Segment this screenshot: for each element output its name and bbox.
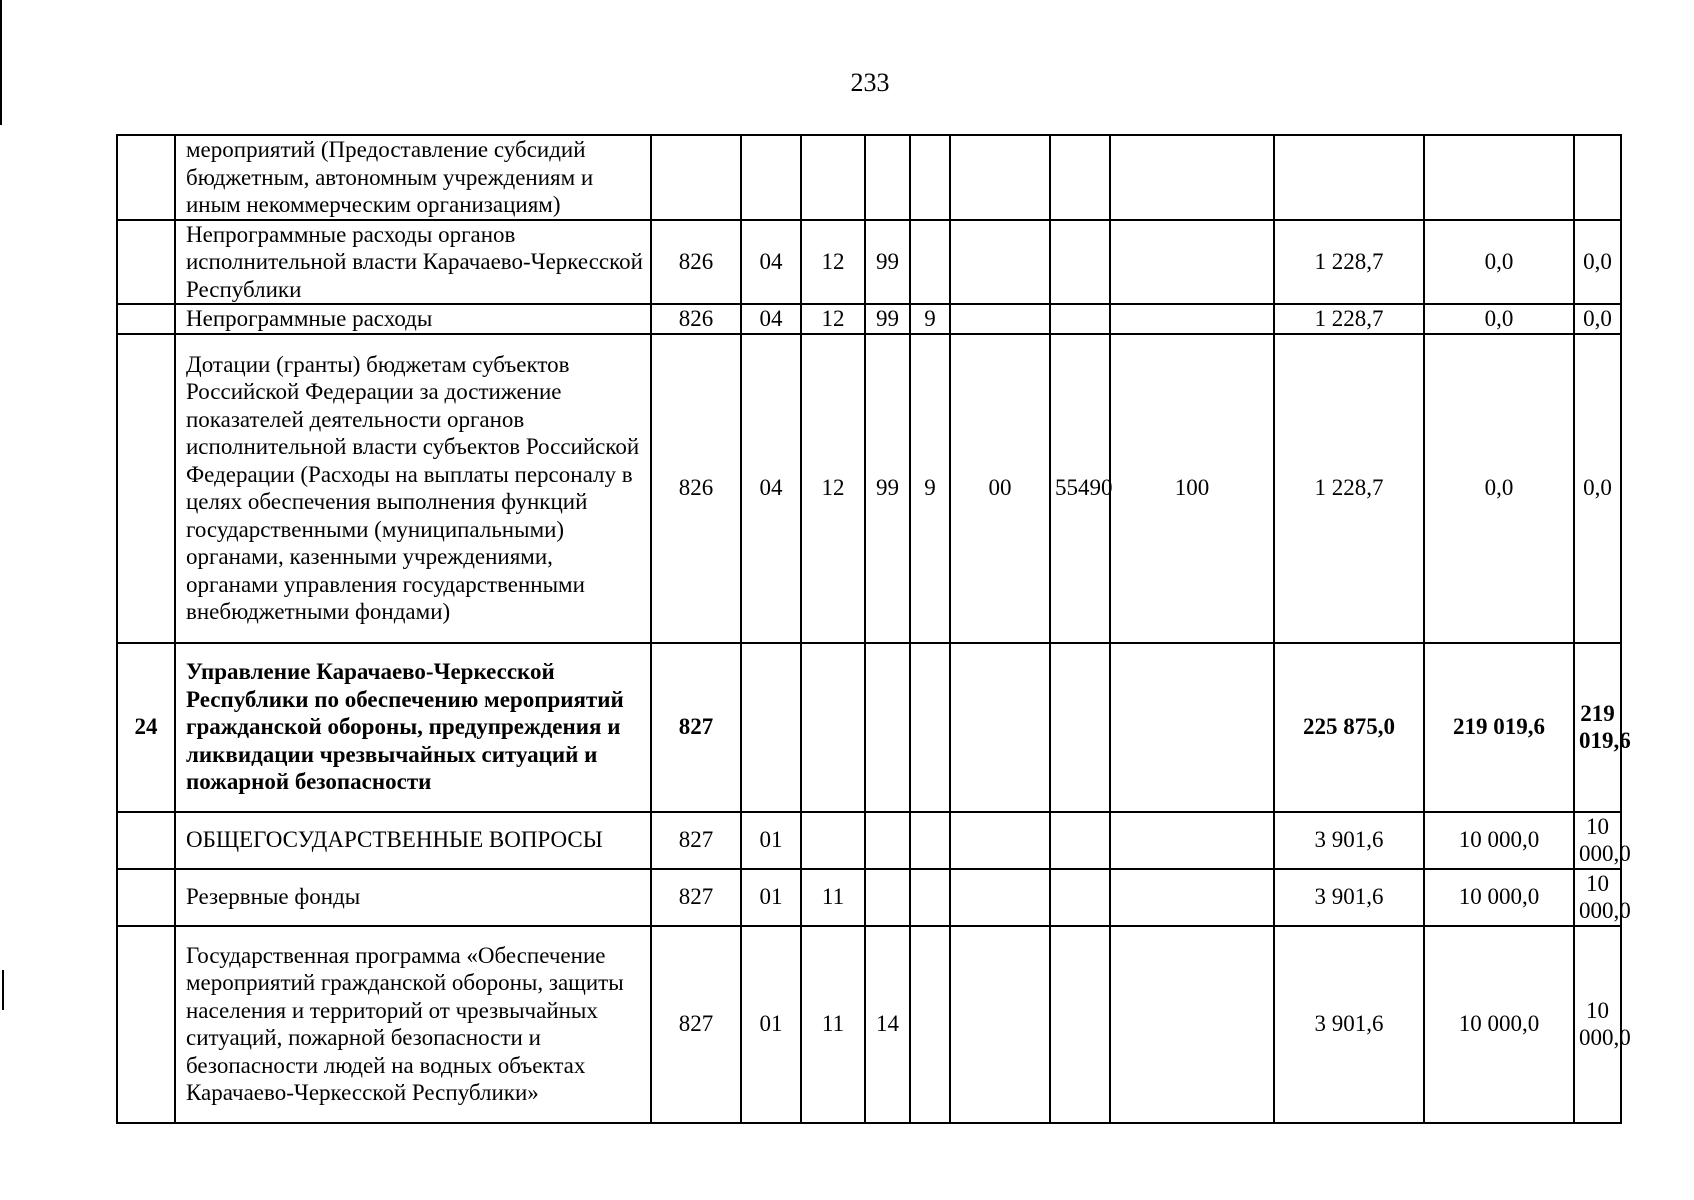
cell-section-code xyxy=(741,135,801,220)
cell-activity-code xyxy=(950,135,1050,220)
cell-amount-year-2 xyxy=(1424,135,1574,220)
cell-ministry-code: 827 xyxy=(651,926,741,1123)
cell-direction-code: 55490 xyxy=(1050,334,1110,643)
cell-direction-code xyxy=(1050,643,1110,812)
cell-activity-code xyxy=(950,926,1050,1123)
budget-table xyxy=(116,134,1631,1124)
table-row xyxy=(117,220,1621,305)
row-name: Управление Карачаево-Черкесской Республики по обеспечению мероприятий гражданской обороны, предупреждения и ликвидации чрезвычайных ситуаций и пожарной безопасности xyxy=(175,643,651,812)
cell-amount-year-1: 225 875,0 xyxy=(1274,643,1424,812)
cell-subsection-code: 11 xyxy=(801,926,865,1123)
table-row xyxy=(117,304,1621,334)
cell-program-code: 99 xyxy=(865,304,910,334)
cell-direction-code xyxy=(1050,220,1110,305)
cell-program-code: 99 xyxy=(865,334,910,643)
table-row xyxy=(117,334,1621,643)
row-name: Непрограммные расходы xyxy=(175,304,651,334)
row-number xyxy=(117,926,175,1123)
table-row xyxy=(117,643,1621,812)
cell-expense-type-code xyxy=(1110,812,1274,869)
cell-amount-year-1: 1 228,7 xyxy=(1274,304,1424,334)
cell-amount-year-3: 0,0 xyxy=(1574,334,1621,643)
cell-subprogram-code: 9 xyxy=(910,304,950,334)
cell-subsection-code: 12 xyxy=(801,334,865,643)
cell-amount-year-2: 0,0 xyxy=(1424,334,1574,643)
cell-ministry-code: 826 xyxy=(651,334,741,643)
cell-amount-year-3: 0,0 xyxy=(1574,220,1621,305)
cell-expense-type-code xyxy=(1110,926,1274,1123)
cell-amount-year-3 xyxy=(1574,135,1621,220)
cell-section-code: 04 xyxy=(741,220,801,305)
cell-subprogram-code xyxy=(910,220,950,305)
row-number xyxy=(117,869,175,926)
row-name: Государственная программа «Обеспечение мероприятий гражданской обороны, защиты населения и территорий от чрезвычайных ситуаций, пожарной безопасности и безопасности людей на водных объектах Карачаево-Черкесской Республики» xyxy=(175,926,651,1123)
cell-program-code xyxy=(865,869,910,926)
cell-activity-code xyxy=(950,220,1050,305)
cell-expense-type-code xyxy=(1110,220,1274,305)
row-number: 24 xyxy=(117,643,175,812)
cell-section-code: 04 xyxy=(741,304,801,334)
cell-ministry-code: 826 xyxy=(651,304,741,334)
scan-edge-line xyxy=(0,0,2,125)
cell-subprogram-code xyxy=(910,926,950,1123)
cell-amount-year-1: 3 901,6 xyxy=(1274,812,1424,869)
row-name: мероприятий (Предоставление субсидий бюджетным, автономным учреждениям и иным некоммерческим организациям) xyxy=(175,135,651,220)
cell-expense-type-code xyxy=(1110,135,1274,220)
cell-amount-year-3: 219 019,6 xyxy=(1574,643,1621,812)
cell-ministry-code: 827 xyxy=(651,869,741,926)
cell-program-code: 99 xyxy=(865,220,910,305)
cell-amount-year-2: 10 000,0 xyxy=(1424,869,1574,926)
cell-direction-code xyxy=(1050,869,1110,926)
row-name: Непрограммные расходы органов исполнительной власти Карачаево-Черкесской Республики xyxy=(175,220,651,305)
cell-expense-type-code xyxy=(1110,869,1274,926)
cell-expense-type-code xyxy=(1110,643,1274,812)
cell-amount-year-2: 219 019,6 xyxy=(1424,643,1574,812)
scan-edge-mark xyxy=(2,970,4,1010)
cell-program-code xyxy=(865,643,910,812)
cell-amount-year-2: 0,0 xyxy=(1424,220,1574,305)
cell-subprogram-code xyxy=(910,643,950,812)
cell-amount-year-1: 3 901,6 xyxy=(1274,926,1424,1123)
cell-subprogram-code: 9 xyxy=(910,334,950,643)
cell-amount-year-3: 10 000,0 xyxy=(1574,812,1621,869)
cell-program-code: 14 xyxy=(865,926,910,1123)
cell-ministry-code: 826 xyxy=(651,220,741,305)
cell-activity-code: 00 xyxy=(950,334,1050,643)
cell-expense-type-code xyxy=(1110,304,1274,334)
cell-program-code xyxy=(865,812,910,869)
cell-section-code: 01 xyxy=(741,869,801,926)
row-name: Дотации (гранты) бюджетам субъектов Российской Федерации за достижение показателей деятельности органов исполнительной власти субъектов Российской Федерации (Расходы на выплаты персоналу в целях обеспечения выполнения функций государственными (муниципальными) органами, казенными учреждениями, органами управления государственными внебюджетными фондами) xyxy=(175,334,651,643)
cell-section-code: 01 xyxy=(741,812,801,869)
cell-subprogram-code xyxy=(910,812,950,869)
cell-amount-year-2: 0,0 xyxy=(1424,304,1574,334)
table-row xyxy=(117,135,1621,220)
cell-amount-year-1: 1 228,7 xyxy=(1274,334,1424,643)
cell-amount-year-1: 1 228,7 xyxy=(1274,220,1424,305)
table-row xyxy=(117,869,1621,926)
row-name: Резервные фонды xyxy=(175,869,651,926)
page-number: 233 xyxy=(850,68,890,97)
cell-section-code: 01 xyxy=(741,926,801,1123)
table-row xyxy=(117,812,1621,869)
cell-expense-type-code: 100 xyxy=(1110,334,1274,643)
cell-amount-year-3: 10 000,0 xyxy=(1574,869,1621,926)
cell-amount-year-1: 3 901,6 xyxy=(1274,869,1424,926)
cell-direction-code xyxy=(1050,135,1110,220)
cell-subsection-code xyxy=(801,643,865,812)
cell-program-code xyxy=(865,135,910,220)
row-number xyxy=(117,220,175,305)
cell-subsection-code: 11 xyxy=(801,869,865,926)
cell-ministry-code: 827 xyxy=(651,812,741,869)
row-number xyxy=(117,334,175,643)
cell-subsection-code xyxy=(801,812,865,869)
cell-subsection-code: 12 xyxy=(801,304,865,334)
table-row xyxy=(117,926,1621,1123)
cell-amount-year-3: 0,0 xyxy=(1574,304,1621,334)
cell-activity-code xyxy=(950,869,1050,926)
row-number xyxy=(117,135,175,220)
row-number xyxy=(117,812,175,869)
cell-direction-code xyxy=(1050,304,1110,334)
cell-amount-year-1 xyxy=(1274,135,1424,220)
cell-amount-year-3: 10 000,0 xyxy=(1574,926,1621,1123)
cell-section-code xyxy=(741,643,801,812)
cell-subsection-code xyxy=(801,135,865,220)
cell-activity-code xyxy=(950,304,1050,334)
row-name: ОБЩЕГОСУДАРСТВЕННЫЕ ВОПРОСЫ xyxy=(175,812,651,869)
row-number xyxy=(117,304,175,334)
cell-subsection-code: 12 xyxy=(801,220,865,305)
cell-ministry-code: 827 xyxy=(651,643,741,812)
cell-direction-code xyxy=(1050,926,1110,1123)
cell-amount-year-2: 10 000,0 xyxy=(1424,812,1574,869)
cell-activity-code xyxy=(950,643,1050,812)
cell-direction-code xyxy=(1050,812,1110,869)
cell-activity-code xyxy=(950,812,1050,869)
cell-subprogram-code xyxy=(910,869,950,926)
cell-subprogram-code xyxy=(910,135,950,220)
cell-section-code: 04 xyxy=(741,334,801,643)
cell-amount-year-2: 10 000,0 xyxy=(1424,926,1574,1123)
cell-ministry-code xyxy=(651,135,741,220)
